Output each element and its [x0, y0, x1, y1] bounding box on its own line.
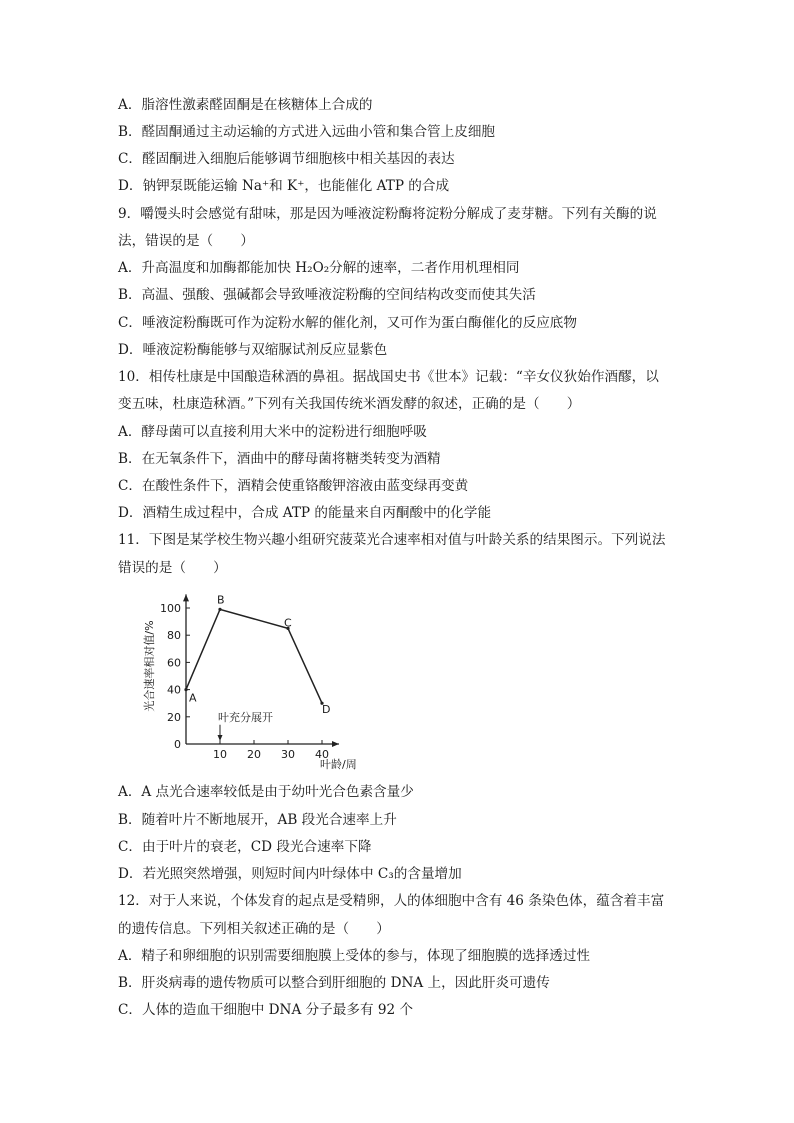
point-label-c: C — [284, 616, 292, 630]
y-tick-label: 0 — [174, 738, 181, 751]
option-12b: B．肝炎病毒的遗传物质可以整合到肝细胞的 DNA 上，因此肝炎可遗传 — [118, 975, 550, 991]
y-axis-arrow — [183, 594, 189, 601]
y-tick-label: 40 — [167, 683, 181, 697]
question-11-line-1: 11．下图是某学校生物兴趣小组研究菠菜光合速率相对值与叶龄关系的结果图示。下列说法 — [118, 532, 666, 548]
option-9a: A．升高温度和加酶都能加快 H₂O₂分解的速率，二者作用机理相同 — [118, 260, 520, 276]
y-tick-label: 60 — [167, 656, 181, 670]
option-11b: B．随着叶片不断地展开，AB 段光合速率上升 — [118, 812, 397, 828]
option-8c: C．醛固酮进入细胞后能够调节细胞核中相关基因的表达 — [118, 151, 455, 167]
option-11c: C．由于叶片的衰老，CD 段光合速率下降 — [118, 839, 372, 855]
x-tick-label: 10 — [213, 748, 227, 761]
y-axis-label: 光合速率相对值/% — [143, 620, 156, 712]
x-axis-label: 叶龄/周 — [320, 758, 357, 771]
annotation-label: 叶充分展开 — [218, 710, 273, 724]
question-11-line-2: 错误的是（ ） — [118, 560, 227, 576]
option-12c: C．人体的造血干细胞中 DNA 分子最多有 92 个 — [118, 1002, 414, 1018]
option-11d: D．若光照突然增强，则短时间内叶绿体中 C₃的含量增加 — [118, 866, 462, 882]
option-8d: D．钠钾泵既能运输 Na⁺和 K⁺，也能催化 ATP 的合成 — [118, 178, 450, 194]
x-tick-label: 20 — [247, 748, 261, 761]
question-9-line-1: 9．嚼馒头时会感觉有甜味，那是因为唾液淀粉酶将淀粉分解成了麦芽糖。下列有关酶的说 — [118, 206, 657, 222]
question-12-line-1: 12．对于人来说，个体发育的起点是受精卵，人的体细胞中含有 46 条染色体，蕴含着丰富 — [118, 893, 665, 909]
series-line — [186, 609, 322, 703]
option-8a: A．脂溶性激素醛固酮是在核糖体上合成的 — [118, 97, 373, 113]
option-10b: B．在无氧条件下，酒曲中的酵母菌将糖类转变为酒精 — [118, 451, 441, 467]
option-8b: B．醛固酮通过主动运输的方式进入远曲小管和集合管上皮细胞 — [118, 124, 496, 140]
y-tick-label: 80 — [167, 629, 181, 643]
point-label-b: B — [217, 593, 225, 607]
option-9b: B．高温、强酸、强碱都会导致唾液淀粉酶的空间结构改变而使其失活 — [118, 287, 536, 303]
data-point-a — [184, 688, 187, 691]
x-axis-arrow — [332, 741, 339, 747]
option-11a: A．A 点光合速率较低是由于幼叶光合色素含量少 — [118, 784, 414, 800]
question-10-line-2: 变五味，杜康造秫酒。”下列有关我国传统米酒发酵的叙述，正确的是（ ） — [118, 396, 581, 412]
question-10-line-1: 10．相传杜康是中国酿造秫酒的鼻祖。据战国史书《世本》记载：“辛女仪狄始作酒醪，以 — [118, 369, 659, 385]
y-tick-label: 20 — [167, 710, 181, 724]
x-tick-label: 30 — [281, 748, 295, 761]
chart-axes — [160, 594, 339, 761]
x-tick-label: 40 — [315, 748, 329, 761]
annotation-arrow-head — [218, 735, 223, 741]
data-point-b — [218, 608, 221, 611]
point-label-d: D — [322, 703, 331, 717]
point-label-a: A — [189, 691, 197, 705]
question-12-line-2: 的遗传信息。下列相关叙述正确的是（ ） — [118, 921, 390, 937]
photosynthesis-chart — [140, 592, 360, 772]
chart-marks — [184, 593, 330, 741]
y-tick-label: 100 — [160, 602, 181, 615]
option-10a: A．酵母菌可以直接利用大米中的淀粉进行细胞呼吸 — [118, 424, 427, 440]
question-9-line-2: 法，错误的是（ ） — [118, 233, 254, 249]
option-10c: C．在酸性条件下，酒精会使重铬酸钾溶液由蓝变绿再变黄 — [118, 478, 469, 494]
option-12a: A．精子和卵细胞的识别需要细胞膜上受体的参与，体现了细胞膜的选择透过性 — [118, 948, 591, 964]
option-10d: D．酒精生成过程中，合成 ATP 的能量来自丙酮酸中的化学能 — [118, 505, 492, 521]
option-9d: D．唾液淀粉酶能够与双缩脲试剂反应显紫色 — [118, 342, 388, 358]
option-9c: C．唾液淀粉酶既可作为淀粉水解的催化剂，又可作为蛋白酶催化的反应底物 — [118, 315, 577, 331]
